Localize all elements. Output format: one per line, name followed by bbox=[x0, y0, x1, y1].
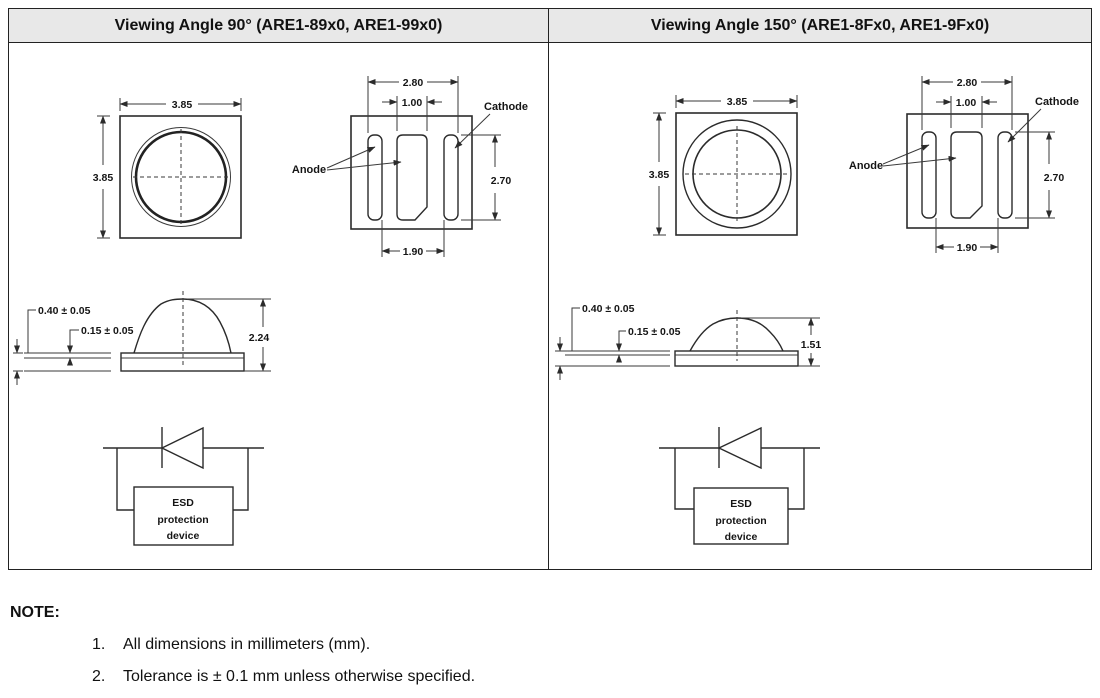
dim-total-height-90: 2.24 bbox=[248, 332, 270, 344]
dim-pad-thickness-150: 0.15 ± 0.05 bbox=[628, 326, 681, 338]
panel-90-title: Viewing Angle 90° (ARE1-89x0, ARE1-99x0) bbox=[114, 16, 443, 34]
dim-substrate-90: 0.40 ± 0.05 bbox=[38, 305, 91, 317]
top-view-90 bbox=[93, 98, 241, 238]
dim-pad-overall-width-150: 2.80 bbox=[956, 77, 978, 89]
dim-inner-span-150: 1.90 bbox=[956, 242, 978, 254]
panel-90 bbox=[9, 9, 549, 569]
note-item-1 bbox=[92, 636, 370, 654]
dim-center-pad-width-90: 1.00 bbox=[401, 97, 423, 109]
esd-line3-150: device bbox=[724, 531, 758, 543]
side-view-150 bbox=[555, 303, 821, 380]
esd-schematic-150 bbox=[659, 427, 820, 544]
esd-line1-90: ESD bbox=[172, 497, 194, 509]
anode-label-150: Anode bbox=[848, 160, 884, 172]
dim-pad-overall-width-90: 2.80 bbox=[402, 77, 424, 89]
dim-topview-height-150: 3.85 bbox=[648, 169, 670, 181]
anode-label-90: Anode bbox=[291, 164, 327, 176]
esd-schematic-90 bbox=[103, 427, 264, 545]
panel-150-svg bbox=[549, 43, 1090, 567]
top-view-150 bbox=[649, 95, 797, 235]
note-item-1-number: 1. bbox=[92, 636, 106, 653]
esd-line1-150: ESD bbox=[730, 498, 752, 510]
bottom-view-150 bbox=[849, 76, 1079, 254]
panel-90-header bbox=[9, 9, 548, 43]
dim-substrate-150: 0.40 ± 0.05 bbox=[582, 303, 635, 315]
dim-topview-width-150: 3.85 bbox=[726, 96, 748, 108]
dim-topview-height-90: 3.85 bbox=[92, 172, 114, 184]
esd-line3-90: device bbox=[166, 530, 200, 542]
dim-total-height-150: 1.51 bbox=[800, 339, 822, 351]
panel-90-svg bbox=[9, 43, 547, 567]
dim-center-pad-width-150: 1.00 bbox=[955, 97, 977, 109]
dim-pad-thickness-90: 0.15 ± 0.05 bbox=[81, 325, 134, 337]
note-item-2 bbox=[92, 668, 475, 686]
esd-line2-90: protection bbox=[157, 514, 209, 526]
dim-pad-height-150: 2.70 bbox=[1043, 172, 1065, 184]
panel-150-title: Viewing Angle 150° (ARE1-8Fx0, ARE1-9Fx0) bbox=[650, 16, 990, 34]
dim-inner-span-90: 1.90 bbox=[402, 246, 424, 258]
spec-table bbox=[8, 8, 1092, 570]
note-heading: NOTE: bbox=[10, 604, 60, 621]
esd-line2-150: protection bbox=[715, 515, 767, 527]
cathode-label-150: Cathode bbox=[1035, 96, 1079, 108]
panel-150-drawing-area bbox=[549, 43, 1091, 569]
panel-150 bbox=[549, 9, 1091, 569]
dim-topview-width-90: 3.85 bbox=[171, 99, 193, 111]
cathode-label-90: Cathode bbox=[484, 101, 528, 113]
side-view-90 bbox=[13, 291, 271, 385]
dim-pad-height-90: 2.70 bbox=[490, 175, 512, 187]
note-item-1-text: All dimensions in millimeters (mm). bbox=[123, 636, 371, 653]
bottom-view-90 bbox=[292, 76, 528, 258]
panel-150-header bbox=[549, 9, 1091, 43]
panel-90-drawing-area bbox=[9, 43, 548, 569]
note-item-2-text: Tolerance is ± 0.1 mm unless otherwise specified. bbox=[123, 668, 476, 685]
note-item-2-number: 2. bbox=[92, 668, 106, 685]
